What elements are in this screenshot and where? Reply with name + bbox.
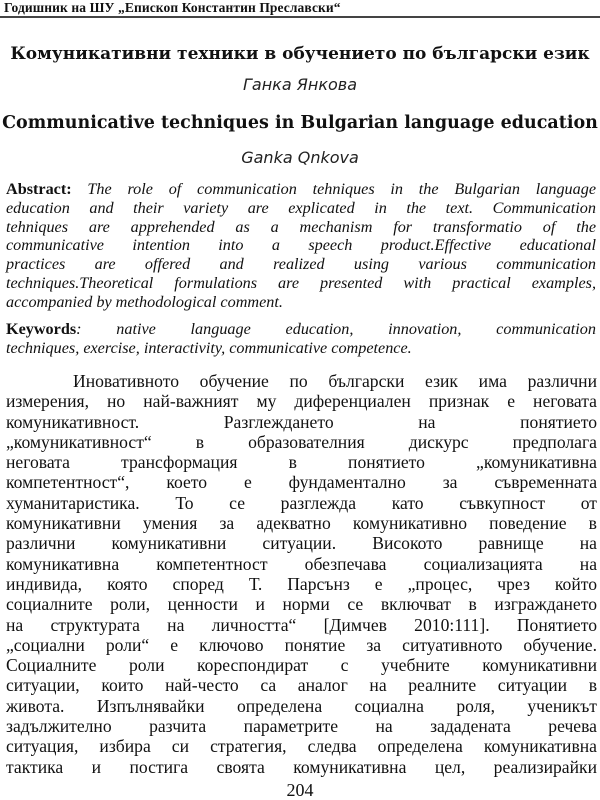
body-text [6, 371, 597, 777]
running-header: Годишник на ШУ „Епископ Константин Преславски“ [4, 0, 341, 15]
abstract-label: Abstract: [6, 180, 72, 198]
keywords [6, 320, 596, 358]
abstract-line: communicative intention into a speech product.Effective educational [6, 236, 596, 255]
body-line: Социалните роли кореспондират с учебните комуникативни [6, 655, 597, 676]
keywords-label: Keywords [6, 320, 77, 338]
body-line: измерения, но най-важният му диференциален признак е неговата [6, 391, 597, 412]
body-line: компетентност“, което е фундаментално за съвременната [6, 472, 597, 493]
abstract-text: The role of communication tehniques in the Bulgarian language [71, 180, 596, 198]
body-line: индивида, която според Т. Парсънз е „процес, чрез който [6, 573, 597, 594]
abstract-line: techniques.Theoretical formulations are presented with practical examples, [6, 273, 596, 292]
body-line: на структурата на личността“ [Димчев 2010:111]. Понятието [6, 614, 597, 635]
title-english: Communicative techniques in Bulgarian language education [2, 113, 598, 133]
body-line: комуникативни умения за адекватно комуникативно поведение в [6, 513, 597, 534]
body-line: различни комуникативни ситуации. Високото равнище на [6, 533, 597, 554]
abstract-line [6, 180, 596, 199]
abstract-line: tehniques are apprehended as a mechanism for transformatio of the [6, 217, 596, 236]
keywords-line: techniques, exercise, interactivity, communicative competence. [6, 338, 412, 357]
abstract-line: practices are offered and realized using various communication [6, 255, 596, 274]
body-line: ситуация, избира си стратегия, следва определена комуникативна [6, 736, 597, 757]
body-line: социалните роли, ценности и норми се включват в изграждането [6, 594, 597, 615]
abstract [6, 180, 596, 312]
body-line: задължително разчита параметрите на зададената речева [6, 716, 597, 737]
body-line: „комуникативност“ в образователния дискурс предполага [6, 431, 597, 452]
body-line: живота. Изпълнявайки определена социална роля, ученикът [6, 695, 597, 716]
abstract-line: education and their variety are explicated in the text. Communication [6, 198, 596, 217]
header-rule [0, 16, 600, 18]
page-number: 204 [286, 780, 314, 800]
body-line: комуникативна компетентност обезпечава социализацията на [6, 553, 597, 574]
body-line: ситуации, които най-често са аналог на реалните ситуации в [6, 675, 597, 696]
author-bulgarian: Ганка Янкова [243, 75, 357, 94]
body-line: неговата трансформация в понятието „комуникативна [6, 452, 597, 473]
keywords-text: : native language education, innovation, communication [76, 320, 596, 338]
abstract-line: accompanied by methodological comment. [6, 292, 283, 311]
body-line: комуникативност. Разглеждането на понятието [6, 411, 597, 432]
body-line: „социални роли“ е ключово понятие за ситуативното обучение. [6, 634, 597, 655]
title-bulgarian: Комуникативни техники в обучението по български език [10, 44, 590, 64]
author-english: Ganka Qnkova [241, 148, 359, 167]
keywords-line [6, 320, 596, 339]
body-line: тактика и постига своята комуникативна цел, реализирайки [6, 756, 597, 777]
body-line: Иновативното обучение по български език има различни [73, 371, 597, 391]
body-line: хуманитаристика. То се разглежда като съвкупност от [6, 492, 597, 513]
